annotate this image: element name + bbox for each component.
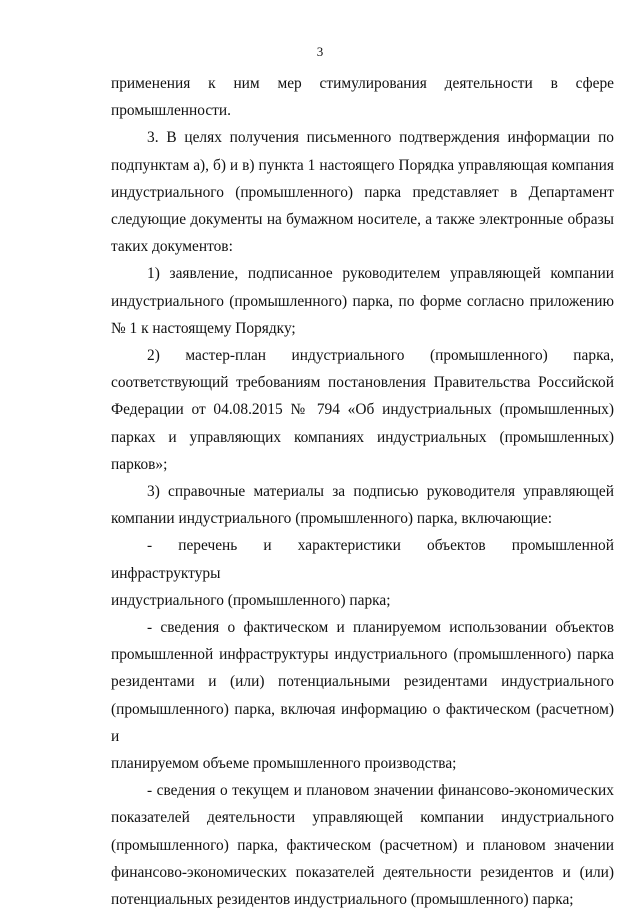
text-line: потенциальных резидентов индустриального (промышленного) парка; <box>111 891 574 909</box>
paragraph-item-3 <box>111 124 614 260</box>
text-line: (промышленного) парка, фактическом (расчетном) и плановом значении <box>111 836 614 854</box>
paragraph-continuation <box>111 70 614 124</box>
text-line: индустриального (промышленного) парка, по форме согласно приложению <box>111 292 614 310</box>
paragraph-bullet-financial-indicators <box>111 777 614 913</box>
paragraph-bullet-usage-info <box>111 614 614 777</box>
text-line: № 1 к настоящему Порядку; <box>111 319 296 337</box>
text-line: финансово-экономических показателей деятельности резидентов и (или) <box>111 863 614 881</box>
text-line: промышленности. <box>111 102 231 120</box>
paragraph-subitem-3 <box>111 478 614 532</box>
text-line: таких документов: <box>111 238 233 256</box>
text-line: компании индустриального (промышленного) парка, включающие: <box>111 510 553 528</box>
document-body <box>111 70 614 913</box>
text-line: резидентами и (или) потенциальными резидентами индустриального <box>111 673 614 691</box>
text-line: - сведения о текущем и плановом значении финансово-экономических <box>147 782 614 800</box>
text-line: показателей деятельности управляющей компании индустриального <box>111 809 614 827</box>
paragraph-bullet-infrastructure-list <box>111 532 614 614</box>
text-line: применения к ним мер стимулирования деятельности в сфере <box>111 75 614 92</box>
text-line: парках и управляющих компаниях индустриальных (промышленных) <box>111 428 614 446</box>
paragraph-subitem-1 <box>111 260 614 342</box>
text-line: 1) заявление, подписанное руководителем управляющей компании <box>147 265 614 283</box>
text-line: Федерации от 04.08.2015 № 794 «Об индустриальных (промышленных) <box>111 401 614 419</box>
text-line: 3. В целях получения письменного подтверждения информации по <box>147 129 614 147</box>
text-line: подпунктам а), б) и в) пункта 1 настоящего Порядка управляющая компания <box>111 156 614 174</box>
text-line: - перечень и характеристики объектов промышленной инфраструктуры <box>111 537 614 582</box>
text-line: парков»; <box>111 455 168 473</box>
page-number: 3 <box>316 44 324 59</box>
text-line: - сведения о фактическом и планируемом использовании объектов <box>147 619 614 637</box>
text-line: 3) справочные материалы за подписью руководителя управляющей <box>147 483 614 501</box>
text-line: следующие документы на бумажном носителе, а также электронные образы <box>111 211 614 229</box>
text-line: индустриального (промышленного) парка представляет в Департамент <box>111 183 614 201</box>
text-line: 2) мастер-план индустриального (промышленного) парка, <box>147 347 614 365</box>
text-line: планируемом объеме промышленного производства; <box>111 755 457 773</box>
text-line: (промышленного) парка, включая информацию о фактическом (расчетном) и <box>111 700 614 745</box>
paragraph-subitem-2 <box>111 342 614 478</box>
text-line: промышленной инфраструктуры индустриального (промышленного) парка <box>111 646 614 664</box>
text-line: индустриального (промышленного) парка; <box>111 591 391 609</box>
text-line: соответствующий требованиям постановления Правительства Российской <box>111 374 614 392</box>
